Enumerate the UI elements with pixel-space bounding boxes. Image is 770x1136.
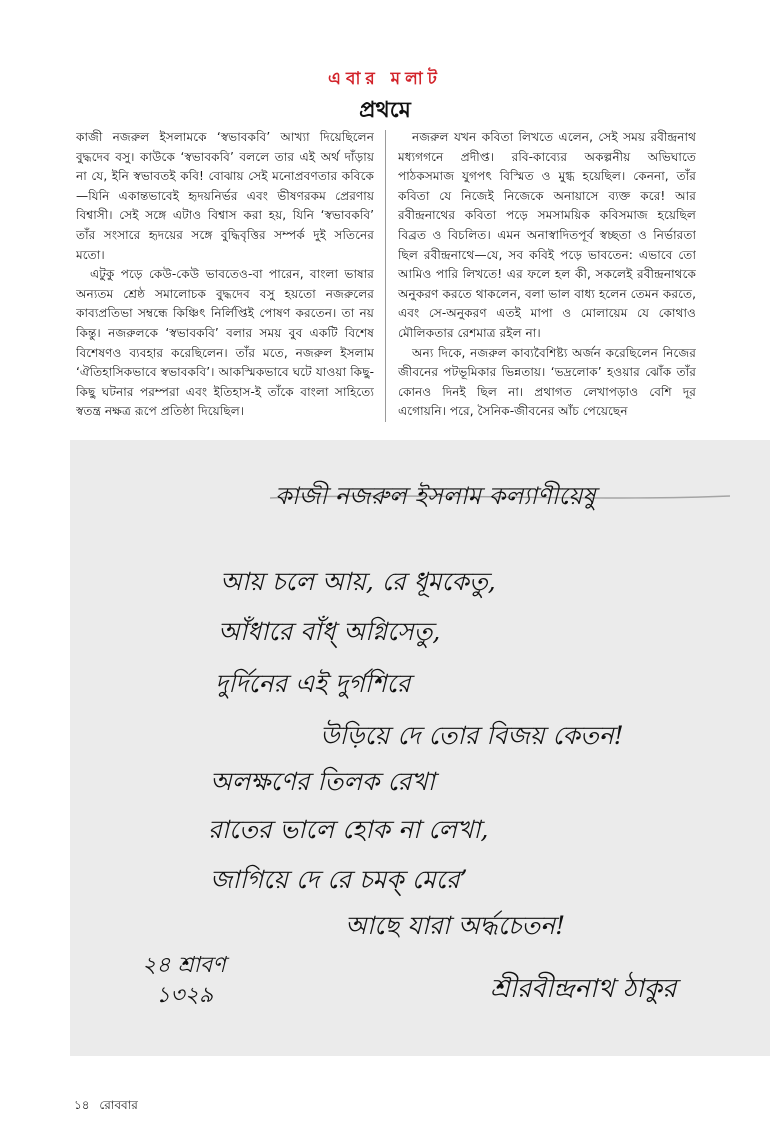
article-paragraph: অন্য দিকে, নজরুল কাব্যবৈশিষ্ট্য অর্জন করেছিলেন নিজের জীবনের পটভূমিকার ভিন্নতায়। ‘ভদ্রলোক’ হওয়ার ঝোঁক তাঁর কোনও দিনই ছিল না। প্রথাগত লেখাপড়াও বেশি দূর এগোয়নি। পরে, সৈনিক-জীবনের আঁচ পেয়েছেন <box>398 345 696 419</box>
manuscript-verse-line: জাগিয়ে দে রে চমক্‌ মেরে’ <box>210 865 468 894</box>
article-paragraph: নজরুল যখন কবিতা লিখতে এলেন, সেই সময় রবীন্দ্রনাথ মধ্যগগনে প্রদীপ্ত। রবি-কাব্যের অকল্পনীয় অভিঘাতে পাঠকসমাজ যুগপৎ বিস্মিত ও মুগ্ধ হয়েছিল। কেননা, তাঁর কবিতা যে নিজেই নিজেকে অনায়াসে ব্যক্ত করে! আর রবীন্দ্রনাথের কবিতা পড়ে সমসাময়িক কবিসমাজ হয়েছিল বিব্রত ও বিচলিত। এমন অনাস্বাদিতপূর্ব স্বচ্ছতা ও নির্ভারতা ছিল রবীন্দ্রনাথে—যে, সব কবিই পড়ে ভাবতেন: এভাবে তো আমিও পারি লিখতে! এর ফলে হল কী, সকলেই রবীন্দ্রনাথকে অনুকরণ করতে থাকলেন, বলা ভাল বাধ্য হলেন তেমন করতে, এবং সে-অনুকরণ এতই মাপা ও মোলায়েম যে কোথাও মৌলিকতার রেশমাত্র রইল না। <box>398 130 696 340</box>
manuscript-verse-line: আছে যারা অর্দ্ধচেতন! <box>345 911 566 940</box>
manuscript-verse-line: উড়িয়ে দে তোর বিজয় কেতন! <box>320 721 624 750</box>
manuscript-verse-line: আয় চলে আয়, রে ধূমকেতু, <box>220 567 496 596</box>
article-paragraph: কাজী নজরুল ইসলামকে ‘স্বভাবকবি’ আখ্যা দিয়েছিলেন বুদ্ধদেব বসু। কাউকে ‘স্বভাবকবি’ বললে তার এই অর্থ দাঁড়ায় না যে, ইনি স্বভাবতই কবি! বোঝায় সেই মনোপ্রবণতার কবিকে—যিনি একান্তভাবেই হৃদয়নির্ভর এবং ভীষণরকম প্রেরণায় বিশ্বাসী। সেই সঙ্গে এটাও বিশ্বাস করা হয়, যিনি ‘স্বভাবকবি’ তাঁর সংসারে হৃদয়ের সঙ্গে বুদ্ধিবৃত্তির সম্পর্ক দুই সতিনের মতো। <box>76 130 374 262</box>
page-number: ১৪ <box>74 1098 90 1112</box>
manuscript-verse-line: রাতের ভালে হোক না লেখা, <box>208 815 489 844</box>
article-paragraph: এটুকু পড়ে কেউ-কেউ ভাবতেও-বা পারেন, বাংলা ভাষার অন্যতম শ্রেষ্ঠ সমালোচক বুদ্ধদেব বসু হয়তো নজরুলের কাব্যপ্রতিভা সম্বন্ধে কিঞ্চিৎ নির্লিপ্তিই পোষণ করতেন। তা নয় কিন্তু। নজরুলকে ‘স্বভাবকবি’ বলার সময় বুব একটি বিশেষ বিশেষণও ব্যবহার করেছিলেন। তাঁর মতে, নজরুল ইসলাম ‘ঐতিহাসিকভাবে স্বভাবকবি’। আকস্মিকভাবে ঘটে যাওয়া কিছু-কিছু ঘটনার পরম্পরা এবং ইতিহাস-ই তাঁকে বাংলা সাহিত্যে স্বতন্ত্র নক্ষত্র রূপে প্রতিষ্ঠা দিয়েছিল। <box>76 267 374 419</box>
page-title: প্রথমে <box>359 98 411 123</box>
manuscript-date: ২৪ শ্রাবণ <box>142 953 226 978</box>
manuscript-dedication: কাজী নজরুল ইসলাম কল্যাণীয়েষু <box>275 482 596 510</box>
article-right-column <box>398 128 696 423</box>
manuscript-signature: শ্রীরবীন্দ্রনাথ ঠাকুর <box>490 974 677 1004</box>
magazine-name: রোববার <box>99 1098 138 1112</box>
column-divider <box>385 130 386 422</box>
manuscript-verse-line: আঁধারে বাঁধ্‌ অগ্নিসেতু, <box>218 617 441 646</box>
page-footer <box>74 1097 144 1117</box>
article-body <box>76 128 696 423</box>
manuscript-verse-line: দুর্দিনের এই দুর্গশিরে <box>215 669 411 698</box>
article-left-column <box>76 128 374 423</box>
manuscript-year: ১৩২৯ <box>156 983 214 1008</box>
handwritten-manuscript <box>70 440 770 1056</box>
section-tag: এবার মলাট <box>328 69 442 89</box>
manuscript-verse-line: অলক্ষণের তিলক রেখা <box>210 767 435 796</box>
